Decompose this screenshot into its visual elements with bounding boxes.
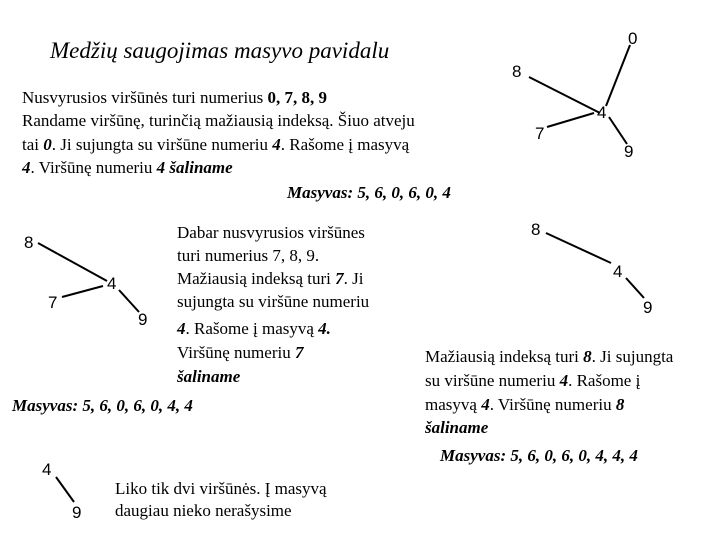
tree4-node-9: 9 [72, 503, 82, 522]
tree2-node-8: 8 [24, 233, 34, 252]
block2-line1: Dabar nusvyrusios viršūnes [177, 223, 365, 242]
tree4-edge-4-9 [56, 477, 74, 502]
tree2-edge-7-4 [62, 286, 103, 297]
tree1-node-0: 0 [628, 29, 638, 48]
tree1-node-9: 9 [624, 142, 634, 161]
block1-line2: Randame viršūnę, turinčią mažiausią indeksą. Šiuo atveju [22, 111, 415, 130]
block3-line1: Mažiausią indeksą turi 8. Ji sujungta [425, 347, 674, 366]
block3-line3: masyvą 4. Viršūnę numeriu 8 [425, 395, 625, 414]
tree1-node-7: 7 [535, 124, 545, 143]
tree3-edge-4-9 [626, 278, 644, 298]
block1-array: Masyvas: 5, 6, 0, 6, 0, 4 [287, 183, 451, 202]
block3-line4: šaliname [425, 418, 489, 437]
block2-line4: sujungta su viršūne numeriu [177, 292, 370, 311]
block2-line6: Viršūnę numeriu 7 [177, 343, 304, 362]
tree1-node-4: 4 [597, 103, 607, 122]
page-title: Medžių saugojimas masyvo pavidalu [50, 38, 390, 63]
block2-line2: turi numerius 7, 8, 9. [177, 246, 320, 265]
tree2-edge-4-9 [119, 290, 139, 312]
tree2-node-7: 7 [48, 293, 58, 312]
block1-line3: tai 0. Ji sujungta su viršūne numeriu 4. Rašome į masyvą [22, 135, 410, 154]
block4-line2: daugiau nieko nerašysime [115, 501, 292, 520]
tree1-edge-8-4 [529, 77, 600, 113]
block2-line3: Mažiausią indeksą turi 7. Ji [177, 269, 364, 288]
tree1 [512, 29, 637, 161]
tree2-node-9: 9 [138, 310, 148, 329]
block1-line1: Nusvyrusios viršūnės turi numerius 0, 7, 8, 9 [22, 88, 328, 107]
block1-line4: 4. Viršūnę numeriu 4 šaliname [22, 158, 233, 177]
tree1-edge-7-4 [547, 113, 594, 127]
tree1-edge-0-4 [606, 45, 630, 106]
block2-line7: šaliname [177, 367, 241, 386]
tree2 [24, 233, 147, 329]
tree3-node-4: 4 [613, 262, 623, 281]
tree3 [531, 220, 652, 317]
tree1-node-8: 8 [512, 62, 522, 81]
block3-line2: su viršūne numeriu 4. Rašome į [425, 371, 641, 390]
tree3-edge-8-4 [546, 233, 611, 263]
tree2-node-4: 4 [107, 274, 117, 293]
block3-array: Masyvas: 5, 6, 0, 6, 0, 4, 4, 4 [440, 446, 638, 465]
tree3-node-8: 8 [531, 220, 541, 239]
tree4 [42, 460, 81, 522]
tree4-node-4: 4 [42, 460, 52, 479]
block4-line1: Liko tik dvi viršūnės. Į masyvą [115, 479, 327, 498]
tree2-edge-8-4 [38, 243, 107, 281]
block2-array: Masyvas: 5, 6, 0, 6, 0, 4, 4 [12, 396, 193, 415]
tree3-node-9: 9 [643, 298, 653, 317]
block2-line5: 4. Rašome į masyvą 4. [177, 319, 331, 338]
tree1-edge-4-9 [609, 117, 627, 144]
